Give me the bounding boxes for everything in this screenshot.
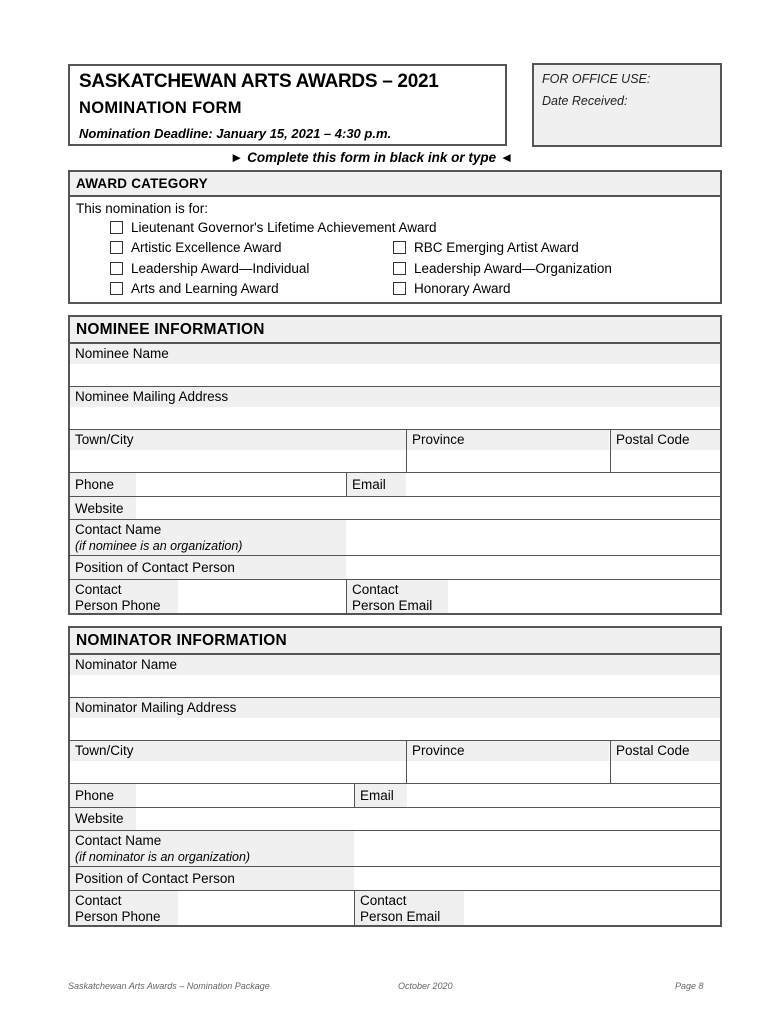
option-emerging-artist[interactable]: RBC Emerging Artist Award — [393, 240, 579, 255]
nominator-town-label: Town/City — [70, 741, 406, 761]
form-title-box — [68, 64, 507, 146]
award-category-section — [68, 170, 722, 304]
nominee-contact-phone-label: Contact Person Phone — [70, 580, 178, 613]
nominator-heading: NOMINATOR INFORMATION — [70, 628, 720, 655]
nominee-contact-email-field[interactable] — [448, 580, 720, 613]
nominator-address-label: Nominator Mailing Address — [70, 698, 720, 718]
nominator-contact-note: (if nominator is an organization) — [75, 850, 251, 864]
nominator-contact-name-label: Contact Name (if nominator is an organization) — [70, 831, 354, 866]
nominee-town-field[interactable] — [70, 450, 406, 472]
nominee-website-field[interactable] — [136, 497, 720, 519]
option-leadership-individual[interactable]: Leadership Award—Individual — [110, 261, 309, 276]
nominee-section — [68, 315, 722, 615]
nominator-contact-email-label: Contact Person Email — [355, 891, 464, 925]
nominator-town-field[interactable] — [70, 761, 406, 783]
nominator-contact-phone-label: Contact Person Phone — [70, 891, 178, 925]
nominator-name-label: Nominator Name — [70, 655, 720, 675]
nominee-name-label: Nominee Name — [70, 344, 720, 364]
nominee-position-label: Position of Contact Person — [70, 556, 346, 579]
nominee-email-field[interactable] — [406, 473, 720, 496]
nominee-contact-email-label: Contact Person Email — [347, 580, 448, 613]
form-instruction: ► Complete this form in black ink or type ◄ — [230, 150, 514, 165]
checkbox[interactable] — [110, 221, 123, 234]
nominee-phone-label: Phone — [70, 473, 136, 496]
nominee-province-field[interactable] — [407, 450, 609, 472]
footer-date: October 2020 — [398, 981, 453, 991]
option-honorary[interactable]: Honorary Award — [393, 281, 511, 296]
nominator-contact-name-field[interactable] — [354, 831, 720, 866]
footer-package-name: Saskatchewan Arts Awards – Nomination Package — [68, 981, 270, 991]
date-received-label: Date Received: — [542, 94, 628, 108]
nominee-town-label: Town/City — [70, 430, 406, 450]
nominee-website-label: Website — [70, 497, 136, 519]
checkbox[interactable] — [393, 282, 406, 295]
nominee-province-label: Province — [407, 430, 609, 450]
checkbox[interactable] — [110, 262, 123, 275]
checkbox[interactable] — [110, 282, 123, 295]
nominee-heading: NOMINEE INFORMATION — [70, 317, 720, 344]
nominee-position-field[interactable] — [346, 556, 720, 579]
nominator-website-label: Website — [70, 808, 136, 830]
nominee-address-field[interactable] — [70, 407, 720, 429]
nominee-contact-name-field[interactable] — [346, 520, 720, 555]
nominator-phone-label: Phone — [70, 784, 136, 807]
nominee-contact-phone-field[interactable] — [178, 580, 346, 613]
nominator-province-field[interactable] — [407, 761, 609, 783]
nominee-email-label: Email — [347, 473, 406, 496]
nominee-postal-label: Postal Code — [611, 430, 720, 450]
checkbox[interactable] — [393, 241, 406, 254]
option-leadership-organization[interactable]: Leadership Award—Organization — [393, 261, 612, 276]
nominee-phone-field[interactable] — [136, 473, 346, 496]
nominee-contact-name-label: Contact Name (if nominee is an organization) — [70, 520, 346, 555]
nominator-contact-phone-field[interactable] — [178, 891, 354, 925]
nominee-name-field[interactable] — [70, 364, 720, 386]
nominator-website-field[interactable] — [136, 808, 720, 830]
nominator-position-field[interactable] — [354, 867, 720, 890]
nomination-intro: This nomination is for: — [76, 201, 209, 216]
form-title: SASKATCHEWAN ARTS AWARDS – 2021 — [79, 71, 439, 92]
nominator-postal-label: Postal Code — [611, 741, 720, 761]
office-use-box — [532, 63, 722, 147]
nominator-name-field[interactable] — [70, 675, 720, 697]
nominator-postal-field[interactable] — [611, 761, 720, 783]
award-category-heading: AWARD CATEGORY — [70, 172, 720, 197]
form-name: NOMINATION FORM — [79, 99, 242, 117]
checkbox[interactable] — [393, 262, 406, 275]
option-arts-learning[interactable]: Arts and Learning Award — [110, 281, 279, 296]
checkbox[interactable] — [110, 241, 123, 254]
option-lifetime-achievement[interactable]: Lieutenant Governor's Lifetime Achievement Award — [110, 220, 437, 235]
nomination-deadline: Nomination Deadline: January 15, 2021 – 4:30 p.m. — [79, 126, 392, 141]
nominee-contact-note: (if nominee is an organization) — [75, 539, 243, 553]
nominator-province-label: Province — [407, 741, 609, 761]
nominator-email-label: Email — [355, 784, 407, 807]
nominator-contact-email-field[interactable] — [464, 891, 720, 925]
nominee-postal-field[interactable] — [611, 450, 720, 472]
nominator-position-label: Position of Contact Person — [70, 867, 354, 890]
nominee-address-label: Nominee Mailing Address — [70, 387, 720, 407]
nominator-address-field[interactable] — [70, 718, 720, 740]
nominator-section — [68, 626, 722, 927]
option-artistic-excellence[interactable]: Artistic Excellence Award — [110, 240, 282, 255]
nominator-phone-field[interactable] — [136, 784, 354, 807]
nominator-email-field[interactable] — [407, 784, 720, 807]
footer-page-number: Page 8 — [675, 981, 704, 991]
office-use-label: FOR OFFICE USE: — [542, 72, 651, 86]
